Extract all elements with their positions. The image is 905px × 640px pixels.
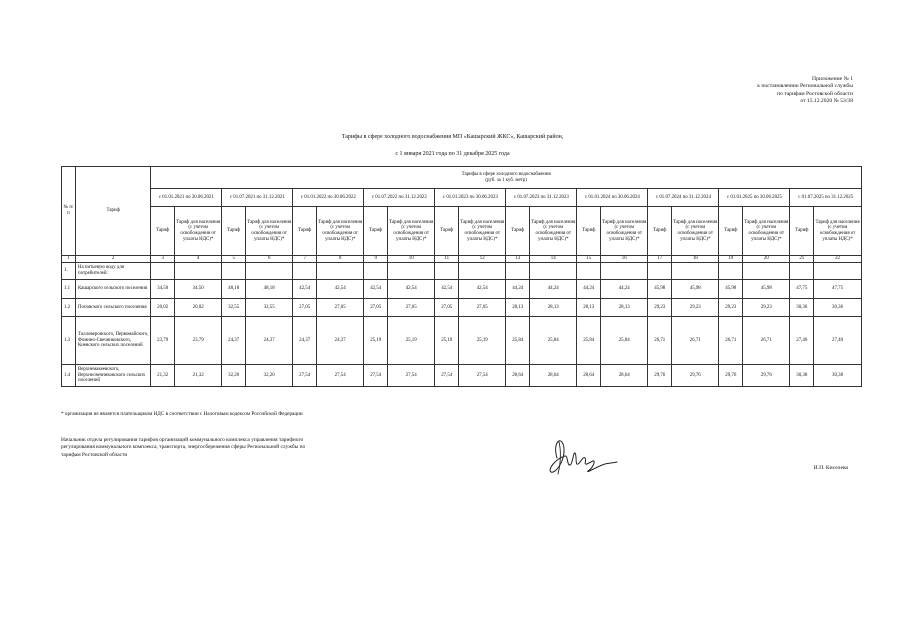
tariff-value: 47,75 — [814, 280, 862, 299]
row-number: 1. — [62, 263, 76, 280]
tariff-value: 28,13 — [506, 299, 530, 317]
header-sub-population: Тариф для населения (с учетом освобождения от уплаты НДС)* — [530, 207, 577, 256]
tariff-value: 45,98 — [672, 280, 719, 299]
tariff-value: 27,54 — [435, 365, 459, 387]
tariff-value: 32,55 — [222, 299, 246, 317]
tariff-value: 24,37 — [222, 317, 246, 365]
tariff-value: 24,37 — [317, 317, 364, 365]
row-name: Поповского сельского поселения — [75, 299, 150, 317]
tariff-value: 42,54 — [364, 280, 388, 299]
header-period: с 01.07.2024 по 31.12.2024 — [648, 189, 719, 207]
row-name: Кашарского сельского поселения — [75, 280, 150, 299]
tariff-value: 27,54 — [317, 365, 364, 387]
header-sub-tariff: Тариф — [577, 207, 601, 256]
header-sub-population: Тариф для населения (с учетом освобождения от уплаты НДС)* — [601, 207, 648, 256]
tariff-value: 25,84 — [601, 317, 648, 365]
tariff-value — [293, 263, 317, 280]
header-sub-tariff: Тариф — [151, 207, 175, 256]
document-subtitle: с 1 января 2021 года по 31 декабря 2025 года — [395, 151, 510, 157]
tariff-value — [246, 263, 293, 280]
header-period: с 01.01.2024 по 30.06.2024 — [577, 189, 648, 207]
header-sub-tariff: Тариф — [293, 207, 317, 256]
appendix-line: Приложение № 1 — [812, 76, 853, 82]
tariff-value: 27,54 — [459, 365, 506, 387]
header-period: с 01.07.2023 по 31.12.2023 — [506, 189, 577, 207]
header-sub-population: Тариф для населения (с учетом освобождения от уплаты НДС)* — [672, 207, 719, 256]
tariff-value: 42,54 — [459, 280, 506, 299]
header-no: № п/п — [62, 167, 76, 256]
column-number: 12 — [459, 256, 506, 263]
header-tariff: Тариф — [75, 167, 150, 256]
column-number: 19 — [719, 256, 743, 263]
column-number: 5 — [222, 256, 246, 263]
tariff-value: 23,79 — [151, 317, 175, 365]
tariff-value: 26,71 — [743, 317, 790, 365]
header-sub-tariff: Тариф — [222, 207, 246, 256]
tariff-value: 27,05 — [435, 299, 459, 317]
column-number: 10 — [388, 256, 435, 263]
signer-position: Начальник отдела регулирования тарифов организаций коммунального комплекса управления тарифного регулирования коммунального комплекса, транспорта, энергосбережения сферы Региональной службы по тарифам Ростовской области — [61, 437, 306, 458]
row-number: 1.1 — [62, 280, 76, 299]
column-number: 1 — [62, 256, 76, 263]
row-name: На питьевую воду для потребителей: — [75, 263, 150, 280]
footnote: * организация не является плательщиком НДС в соответствии с Налоговым кодексом Российской Федерации — [61, 411, 303, 417]
tariff-value — [506, 263, 530, 280]
column-number: 20 — [743, 256, 790, 263]
tariff-value: 34,50 — [151, 280, 175, 299]
header-period: с 01.01.2025 по 30.06.2025 — [719, 189, 790, 207]
tariff-value: 28,13 — [577, 299, 601, 317]
tariff-value: 30,36 — [814, 299, 862, 317]
row-name: Верхнемакеевского, Верхнесвечниковского сельских поселений — [75, 365, 150, 387]
tariff-value — [388, 263, 435, 280]
table-row — [62, 280, 862, 299]
row-number: 1.4 — [62, 365, 76, 387]
column-number: 18 — [672, 256, 719, 263]
document-title: Тарифы в сфере холодного водоснабжения МП «Кашарский ЖКС», Кашарский район, — [341, 134, 564, 140]
header-sub-population: Тариф для населения (с учетом освобождения от уплаты НДС)* — [317, 207, 364, 256]
tariff-value: 29,23 — [648, 299, 672, 317]
tariff-value: 24,37 — [293, 317, 317, 365]
tariff-value: 25,19 — [388, 317, 435, 365]
column-number: 9 — [364, 256, 388, 263]
tariff-value: 42,54 — [293, 280, 317, 299]
tariff-value: 26,71 — [648, 317, 672, 365]
tariff-value: 42,54 — [435, 280, 459, 299]
tariff-value: 44,24 — [577, 280, 601, 299]
tariff-value: 29,76 — [648, 365, 672, 387]
table-row — [62, 365, 862, 387]
header-period: с 01.01.2022 по 30.06.2022 — [293, 189, 364, 207]
tariff-value: 30,38 — [814, 365, 862, 387]
table-row — [62, 263, 862, 280]
appendix-header — [757, 76, 853, 106]
column-number: 13 — [506, 256, 530, 263]
tariff-value: 28,64 — [530, 365, 577, 387]
appendix-line: от 15.12.2020 № 53/38 — [800, 98, 853, 105]
tariff-value — [317, 263, 364, 280]
tariff-value: 25,84 — [506, 317, 530, 365]
row-name: Талловеровского, Первомайского, Фомино-Свечниковского, Киевского сельских поселений — [75, 317, 150, 365]
tariff-value: 45,98 — [648, 280, 672, 299]
tariff-value — [174, 263, 221, 280]
tariff-value — [648, 263, 672, 280]
column-number: 8 — [317, 256, 364, 263]
tariff-value: 29,76 — [672, 365, 719, 387]
row-number: 1.3 — [62, 317, 76, 365]
column-number: 6 — [246, 256, 293, 263]
header-period: с 01.07.2022 по 31.12.2022 — [364, 189, 435, 207]
tariff-value: 27,40 — [790, 317, 814, 365]
column-number: 21 — [790, 256, 814, 263]
header-sub-tariff: Тариф — [435, 207, 459, 256]
column-number: 17 — [648, 256, 672, 263]
tariff-value: 29,76 — [743, 365, 790, 387]
tariff-value: 28,13 — [601, 299, 648, 317]
tariff-value: 24,37 — [246, 317, 293, 365]
tariff-value: 45,98 — [719, 280, 743, 299]
tariff-value — [601, 263, 648, 280]
tariff-value — [577, 263, 601, 280]
tariff-value: 48,18 — [246, 280, 293, 299]
tariff-value: 42,54 — [317, 280, 364, 299]
tariff-value: 28,64 — [506, 365, 530, 387]
column-number: 11 — [435, 256, 459, 263]
tariff-value: 44,24 — [506, 280, 530, 299]
header-sub-tariff: Тариф — [719, 207, 743, 256]
header-sub-population: Тариф для населения (с учетом освобождения от уплаты НДС)* — [174, 207, 221, 256]
tariff-value: 25,19 — [459, 317, 506, 365]
tariff-value: 25,84 — [577, 317, 601, 365]
header-group — [151, 167, 862, 189]
tariff-value: 27,05 — [388, 299, 435, 317]
tariff-value: 30,38 — [790, 365, 814, 387]
tariff-value: 45,98 — [743, 280, 790, 299]
tariff-value: 26,71 — [719, 317, 743, 365]
tariff-value: 21,32 — [151, 365, 175, 387]
tariff-value: 25,19 — [364, 317, 388, 365]
column-number: 3 — [151, 256, 175, 263]
tariff-value: 27,05 — [364, 299, 388, 317]
appendix-line: к постановлению Региональной службы — [757, 83, 853, 90]
header-period: с 01.07.2025 по 31.12.2025 — [790, 189, 862, 207]
tariff-value: 25,19 — [435, 317, 459, 365]
column-number: 22 — [814, 256, 862, 263]
tariff-value: 29,23 — [719, 299, 743, 317]
column-number: 7 — [293, 256, 317, 263]
header-period: с 01.01.2021 по 30.06.2021 — [151, 189, 222, 207]
tariff-value: 44,24 — [530, 280, 577, 299]
tariff-value: 28,64 — [577, 365, 601, 387]
header-sub-population: Тариф для населения (с учетом освобождения от уплаты НДС)* — [814, 207, 862, 256]
header-sub-population: Тариф для населения (с учетом освобождения от уплаты НДС)* — [743, 207, 790, 256]
table-row — [62, 299, 862, 317]
tariff-value: 34,50 — [174, 280, 221, 299]
header-sub-tariff: Тариф — [364, 207, 388, 256]
tariff-value: 27,54 — [364, 365, 388, 387]
tariff-value: 28,13 — [530, 299, 577, 317]
tariff-value: 44,24 — [601, 280, 648, 299]
tariff-value: 28,64 — [601, 365, 648, 387]
tariff-value — [222, 263, 246, 280]
header-sub-tariff: Тариф — [506, 207, 530, 256]
signature-image — [543, 428, 623, 483]
appendix-line: по тарифам Ростовской области — [777, 90, 853, 97]
header-group-line: Тарифы в сфере холодного водоснабжения — [461, 171, 551, 177]
tariff-value: 32,20 — [222, 365, 246, 387]
table-row — [62, 317, 862, 365]
tariff-value: 20,02 — [174, 299, 221, 317]
tariff-value: 21,32 — [174, 365, 221, 387]
tariff-value — [814, 263, 862, 280]
tariff-value — [151, 263, 175, 280]
tariff-value — [459, 263, 506, 280]
tariff-value: 42,54 — [388, 280, 435, 299]
tariff-value: 48,18 — [222, 280, 246, 299]
tariff-value: 20,02 — [151, 299, 175, 317]
column-number: 16 — [601, 256, 648, 263]
tariff-value: 26,71 — [672, 317, 719, 365]
tariff-value — [719, 263, 743, 280]
column-number: 2 — [75, 256, 150, 263]
tariff-value: 27,54 — [293, 365, 317, 387]
tariff-value: 27,40 — [814, 317, 862, 365]
tariff-value — [530, 263, 577, 280]
tariff-value: 29,23 — [743, 299, 790, 317]
tariff-table — [61, 166, 862, 387]
header-sub-population: Тариф для населения (с учетом освобождения от уплаты НДС)* — [388, 207, 435, 256]
header-sub-population: Тариф для населения (с учетом освобождения от уплаты НДС)* — [459, 207, 506, 256]
tariff-value — [435, 263, 459, 280]
tariff-value — [672, 263, 719, 280]
header-period: с 01.07.2021 по 31.12.2021 — [222, 189, 293, 207]
signer-name: И.П. Киселева — [813, 465, 848, 471]
tariff-value: 29,23 — [672, 299, 719, 317]
tariff-value: 27,05 — [459, 299, 506, 317]
tariff-value: 29,76 — [719, 365, 743, 387]
tariff-value — [364, 263, 388, 280]
header-sub-population: Тариф для населения (с учетом освобождения от уплаты НДС)* — [246, 207, 293, 256]
header-group-line: (руб. за 1 куб. метр) — [485, 177, 527, 183]
tariff-value: 30,36 — [790, 299, 814, 317]
tariff-value: 25,84 — [530, 317, 577, 365]
header-period: с 01.01.2023 по 30.06.2023 — [435, 189, 506, 207]
tariff-value — [743, 263, 790, 280]
tariff-value: 27,54 — [388, 365, 435, 387]
tariff-value: 47,75 — [790, 280, 814, 299]
row-number: 1.2 — [62, 299, 76, 317]
tariff-value: 32,20 — [246, 365, 293, 387]
tariff-value — [790, 263, 814, 280]
tariff-value: 23,79 — [174, 317, 221, 365]
column-number: 4 — [174, 256, 221, 263]
tariff-value: 27,05 — [293, 299, 317, 317]
tariff-value: 27,05 — [317, 299, 364, 317]
column-number: 15 — [577, 256, 601, 263]
header-sub-tariff: Тариф — [648, 207, 672, 256]
column-number: 14 — [530, 256, 577, 263]
tariff-value: 32,55 — [246, 299, 293, 317]
header-sub-tariff: Тариф — [790, 207, 814, 256]
